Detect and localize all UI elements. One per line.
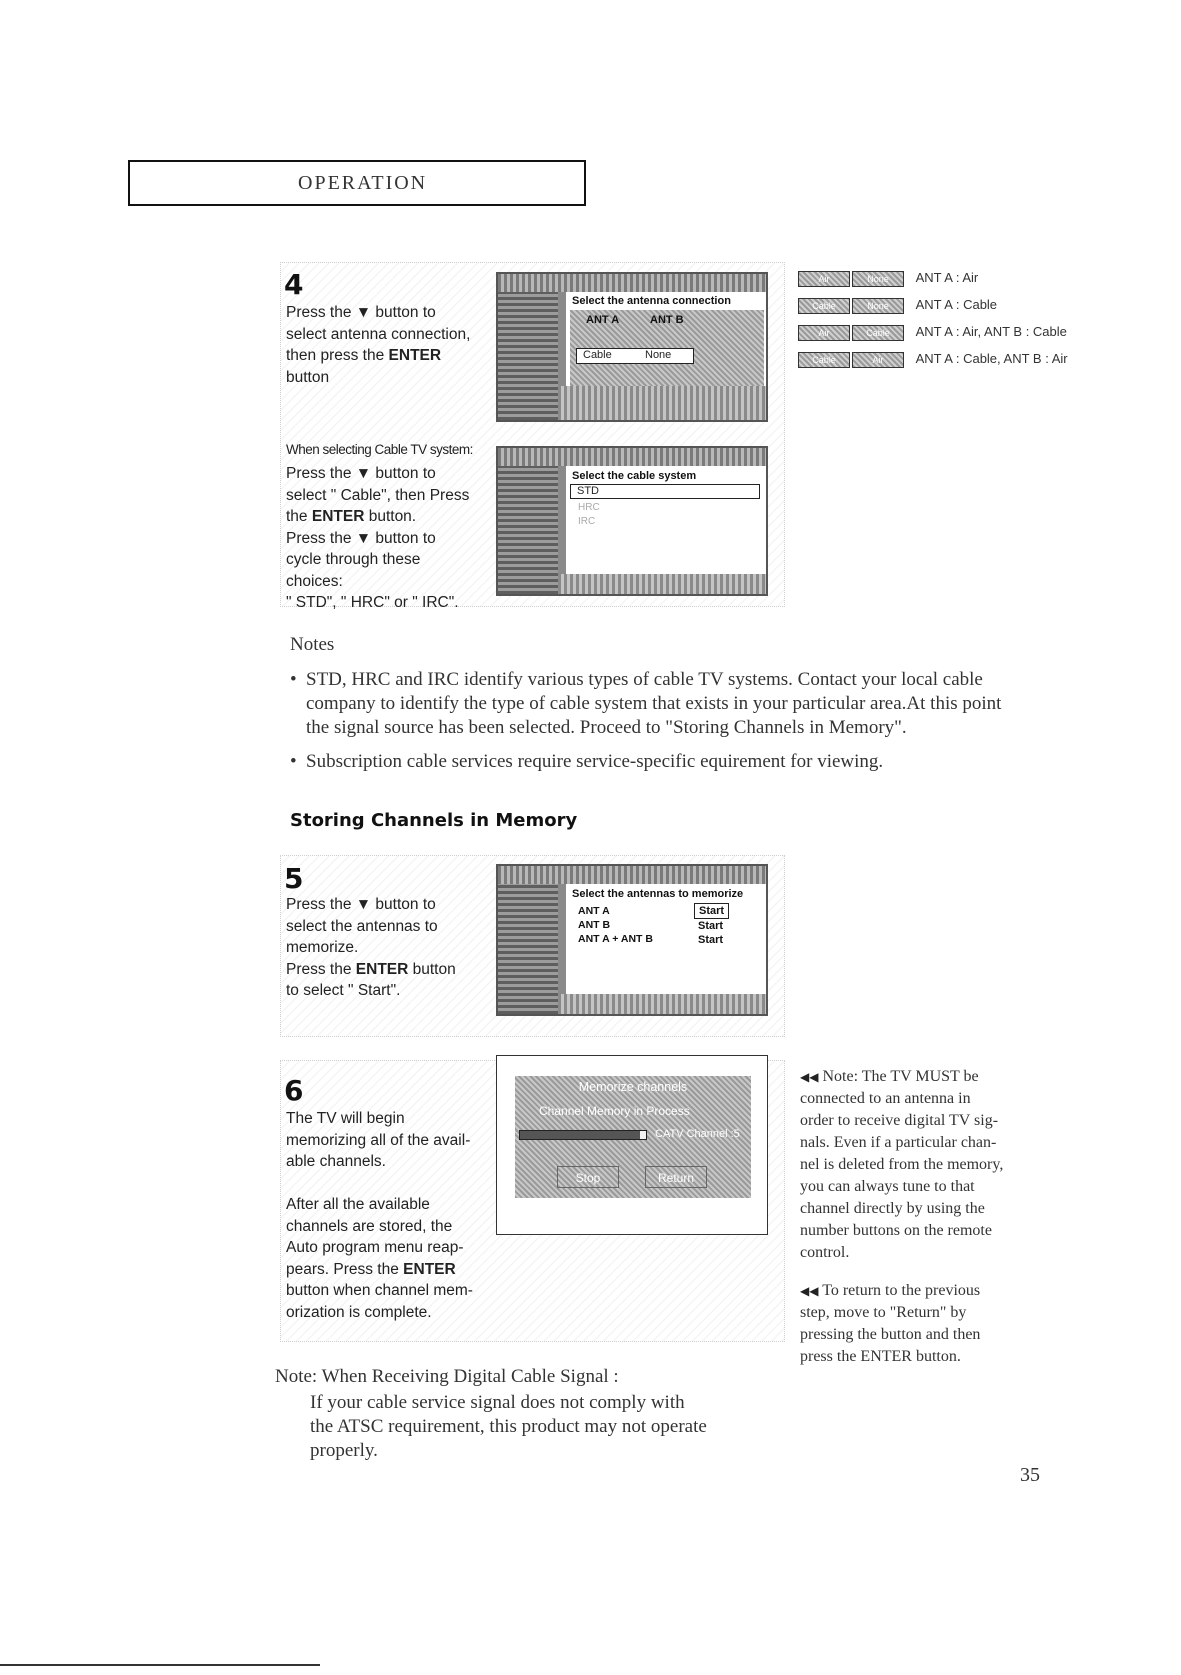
legend-chip-a: Air xyxy=(798,271,850,287)
step6-instructions: The TV will begin memorizing all of the avail- able channels. After all the available channels are stored, the Auto program menu reap- pears. Press the ENTER button when channel mem- orization is complete. xyxy=(286,1110,473,1321)
legend-text: ANT A : Cable, ANT B : Air xyxy=(915,351,1068,366)
side-note-antenna: ◀◀ Note: The TV MUST be connected to an antenna in order to receive digital TV sig- nals. Even if a particular chan- nel is deleted from the memory, you can always tune to that channel directly by using the number buttons on the remote control. xyxy=(800,1068,1004,1261)
antenna-row-label: ANT A xyxy=(578,905,610,917)
screen-content xyxy=(566,466,766,574)
antenna-row-label: ANT A + ANT B xyxy=(578,933,653,945)
storing-channels-heading: Storing Channels in Memory xyxy=(290,810,578,831)
notes-list xyxy=(290,668,1130,774)
legend-row xyxy=(798,351,1138,373)
antenna-connection-heading: Select the antenna connection xyxy=(572,295,731,307)
step5-instructions: Press the ▼ button to select the antennas to memorize. Press the ENTER button to select " Start". xyxy=(286,896,456,999)
arrow-left-icon: ◀◀ xyxy=(800,1284,819,1298)
screen-bottom-bar xyxy=(558,386,766,420)
memory-progress-bar xyxy=(519,1130,647,1140)
screen-side-menu xyxy=(498,884,558,1014)
start-button: Start xyxy=(694,903,729,919)
screen-top-bar xyxy=(498,274,766,292)
screen-top-bar xyxy=(498,448,766,466)
notes-title: Notes xyxy=(290,634,335,655)
legend-chip-a: Air xyxy=(798,325,850,341)
digital-cable-note-title: Note: When Receiving Digital Cable Signal : xyxy=(275,1366,619,1387)
section-title: OPERATION xyxy=(298,172,428,194)
memorize-progress-dialog-frame xyxy=(496,1055,768,1235)
ant-b-value: None xyxy=(645,349,672,361)
stop-button: Stop xyxy=(557,1166,619,1188)
page-number: 35 xyxy=(1020,1464,1040,1486)
side-note-return: ◀◀ To return to the previous step, move to "Return" by pressing the button and then press the ENTER button. xyxy=(800,1282,981,1365)
antenna-select-box xyxy=(570,310,764,396)
screen-content xyxy=(566,292,766,386)
memorize-dialog-title: Memorize channels xyxy=(578,1080,688,1094)
start-button: Start xyxy=(698,934,724,946)
start-button: Start xyxy=(698,920,724,932)
memorize-antennas-screen xyxy=(496,864,768,1016)
catv-channel-text: CATV Channel :5 xyxy=(655,1128,740,1140)
ant-b-label: ANT B xyxy=(650,314,684,326)
legend-chip-b: Cable xyxy=(852,325,904,341)
antenna-row-label: ANT B xyxy=(578,919,611,931)
legend-chip-b: None xyxy=(852,298,904,314)
legend-row xyxy=(798,297,1138,319)
cable-system-screen xyxy=(496,446,768,596)
section-header xyxy=(128,160,586,206)
cable-option-hrc: HRC xyxy=(578,502,600,513)
screen-top-bar xyxy=(498,866,766,884)
memorize-progress-dialog xyxy=(515,1076,751,1198)
notes-bullet-2: • Subscription cable services require service-specific equirement for viewing. xyxy=(290,751,884,772)
digital-cable-note-body: If your cable service signal does not comply with the ATSC requirement, this product may not operate properly. xyxy=(310,1392,707,1461)
legend-row xyxy=(798,324,1138,346)
notes-bullet-1: • STD, HRC and IRC identify various types of cable TV systems. Contact your local cable company to identify the type of cable system that exists in your particular area.At this point the signal source has been selected. Proceed to "Storing Channels in Memory". xyxy=(290,669,1002,738)
bullet-icon: • xyxy=(290,669,297,690)
legend-chip-b: None xyxy=(852,271,904,287)
cable-option-irc: IRC xyxy=(578,516,596,527)
screen-side-menu xyxy=(498,466,558,594)
legend-text: ANT A : Air, ANT B : Cable xyxy=(915,324,1067,339)
memory-status-text: Channel Memory in Process xyxy=(539,1104,690,1118)
bullet-icon: • xyxy=(290,751,297,772)
legend-row xyxy=(798,270,1138,292)
screen-content xyxy=(566,884,766,994)
ant-a-value: Cable xyxy=(583,349,612,361)
step5-number: 5 xyxy=(284,862,304,895)
screen-side-menu xyxy=(498,292,558,420)
return-button: Return xyxy=(645,1166,707,1188)
start-actions xyxy=(694,903,729,947)
legend-chip-a: Cable xyxy=(798,352,850,368)
cable-system-heading: When selecting Cable TV system: xyxy=(286,442,473,457)
screen-bottom-bar xyxy=(558,994,766,1014)
cable-system-selected: STD xyxy=(570,484,760,499)
step4-instructions: Press the ▼ button to select antenna connection, then press the ENTER button xyxy=(286,304,471,386)
footer-rule xyxy=(0,1664,320,1666)
ant-a-label: ANT A xyxy=(586,314,620,326)
cable-system-instructions: Press the ▼ button to select " Cable", then Press the ENTER button. Press the ▼ button to cycle through these choices: " STD", " HRC" or " IRC". xyxy=(286,465,470,611)
screen-bottom-bar xyxy=(558,574,766,594)
antenna-value-field xyxy=(576,348,694,364)
legend-text: ANT A : Cable xyxy=(915,297,998,312)
step4-number: 4 xyxy=(284,268,304,301)
legend-text: ANT A : Air xyxy=(915,270,979,285)
cable-system-heading-screen: Select the cable system xyxy=(572,470,697,482)
antenna-connection-screen xyxy=(496,272,768,422)
memorize-heading: Select the antennas to memorize xyxy=(572,888,744,900)
memory-progress-fill xyxy=(520,1131,640,1139)
legend-chip-a: Cable xyxy=(798,298,850,314)
antenna-legend xyxy=(798,270,1138,373)
legend-chip-b: Air xyxy=(852,352,904,368)
step6-number: 6 xyxy=(284,1074,304,1107)
arrow-left-icon: ◀◀ xyxy=(800,1070,819,1084)
antenna-rows xyxy=(578,904,653,946)
